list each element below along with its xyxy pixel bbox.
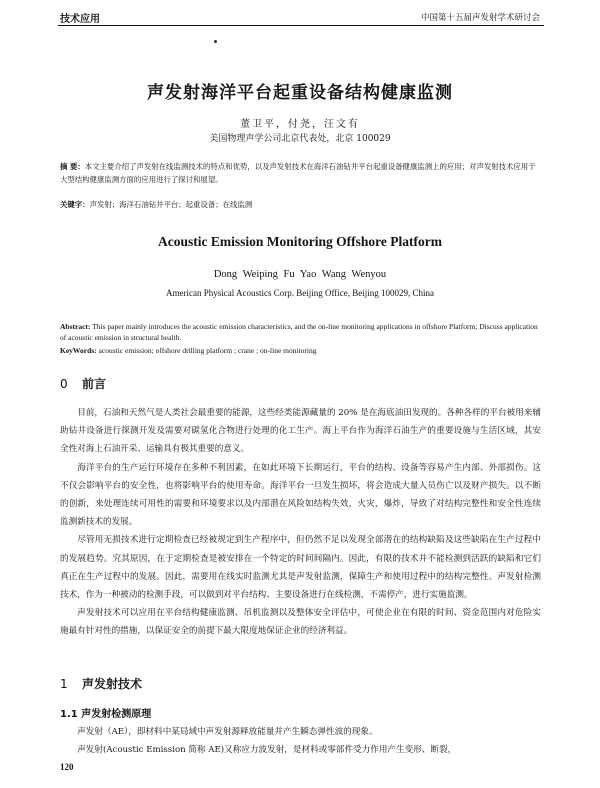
keywords-chinese-text: 声发射；海洋石油钻井平台；起重设备；在线监测	[89, 200, 253, 209]
paragraph: 尽管用无损技术进行定期检查已经被规定到生产程序中，但仍然不足以发现全部潜在的结构缺陷及这些缺陷在生产过程中的发展趋势。究其原因，在于定期检查是被安排在一个特定的时间间隔内。因此，有限的技术并不能检测到活跃的缺陷和它们真正在生产过程中的发展。因此，需要用在线实时监测尤其是声发射监测，保障生产和使用过程中的结构完整性。声发射检测技术，作为一种被动的检测手段，可以做到对平台结构、主要设备进行在线检测，不需停产，进行实施监测。	[60, 535, 541, 601]
keywords-chinese-label: 关键字：	[60, 200, 90, 209]
section-title: 前言	[82, 377, 107, 391]
speck-mark	[214, 40, 217, 43]
authors-english: Dong Weiping Fu Yao Wang Wenyou	[213, 269, 387, 280]
section-number: 1	[60, 677, 68, 691]
section-heading-intro	[60, 375, 106, 392]
abstract-chinese-text: 本文主要介绍了声发射在线监测技术的特点和优势，以及声发射技术在海洋石油钻井平台起重设备健康监测上的应用；对声发射技术应用于大型结构健康监测方面的应用进行了探讨和展望。	[60, 162, 536, 184]
paragraph: 海洋平台的生产运行环境存在多种不利因素，在如此环境下长期运行，平台的结构、设备等容易产生内部、外部损伤。这不仅会影响平台的安全性，也将影响平台的使用寿命。海洋平台一旦发生损坏，将会造成大量人员伤亡以及财产损失。以不断的创新，来处理连续可用性的需要和环境要求以及内部潜在风险如结构失效，火灾，爆炸，导致了对结构完整性和安全性连续监测新技术的发展。	[60, 462, 541, 528]
intro-body	[60, 404, 541, 641]
section-heading-ae	[60, 675, 142, 692]
section-number: 0	[60, 377, 68, 391]
running-header-right: 中国第十五届声发射学术研讨会	[420, 13, 540, 23]
abstract-english	[60, 321, 542, 343]
affiliation-english: American Physical Acoustics Corp. Beijing Office, Beijing 100029, China	[165, 288, 435, 298]
paragraph: 声发射(Acoustic Emission 简称 AE)又称应力波发射，是材料或零部件受力作用产生变形、断裂，	[77, 745, 457, 756]
keywords-chinese	[60, 198, 540, 211]
subsection-title: 声发射检测原理	[81, 709, 152, 720]
title-english: Acoustic Emission Monitoring Offshore Platform	[158, 234, 442, 249]
page-number: 120	[60, 762, 74, 772]
paragraph: 声发射（AE），即材料中某局域中声发射源释放能量并产生瞬态弹性波的现象。	[77, 727, 378, 737]
keywords-english	[60, 345, 542, 356]
abstract-english-label: Abstract:	[60, 322, 91, 331]
running-header-left: 技术应用	[60, 14, 100, 25]
paragraph: 声发射技术可以应用在平台结构健康监测、吊机监测以及整体安全评估中，可使企业在有限的时间、资金范围内对危险实施最有针对性的措施，以保证安全的前提下最大限度地保证企业的经济利益。	[60, 608, 541, 637]
affiliation-chinese: 美国物理声学公司北京代表处，北京 100029	[209, 134, 391, 144]
abstract-chinese	[60, 160, 540, 186]
abstract-chinese-label: 摘 要：	[60, 162, 85, 171]
abstract-english-text: This paper mainly introduces the acoustic emission characteristics, and the on-line monitoring applications in offshore Platform; Discuss application of acoustic emission in structural health.	[60, 322, 538, 342]
header-rule	[58, 25, 544, 26]
subsection-heading	[60, 705, 151, 720]
keywords-english-text: acoustic emission; offshore drilling platform ; crane ; on-line monitoring	[98, 346, 317, 355]
section-title: 声发射技术	[82, 677, 143, 691]
paragraph: 目前，石油和天然气是人类社会最重要的能源，这些经类能源藏量的 20% 是在海底油田发现的。各种各样的平台被用来辅助钻井设备进行探测开发及需要对碳氢化合物进行处理的化工生产。海上平台作为海洋石油生产的重要设施与生活区域，其安全性对海上石油开采、运输具有极其重要的意义。	[60, 408, 541, 455]
subsection-number: 1.1	[60, 709, 78, 720]
title-chinese: 声发射海洋平台起重设备结构健康监测	[147, 83, 453, 103]
authors-chinese: 董卫平，付尧，汪文有	[240, 119, 360, 130]
keywords-english-label: KeyWords:	[60, 346, 97, 355]
subsection-body	[60, 723, 541, 759]
